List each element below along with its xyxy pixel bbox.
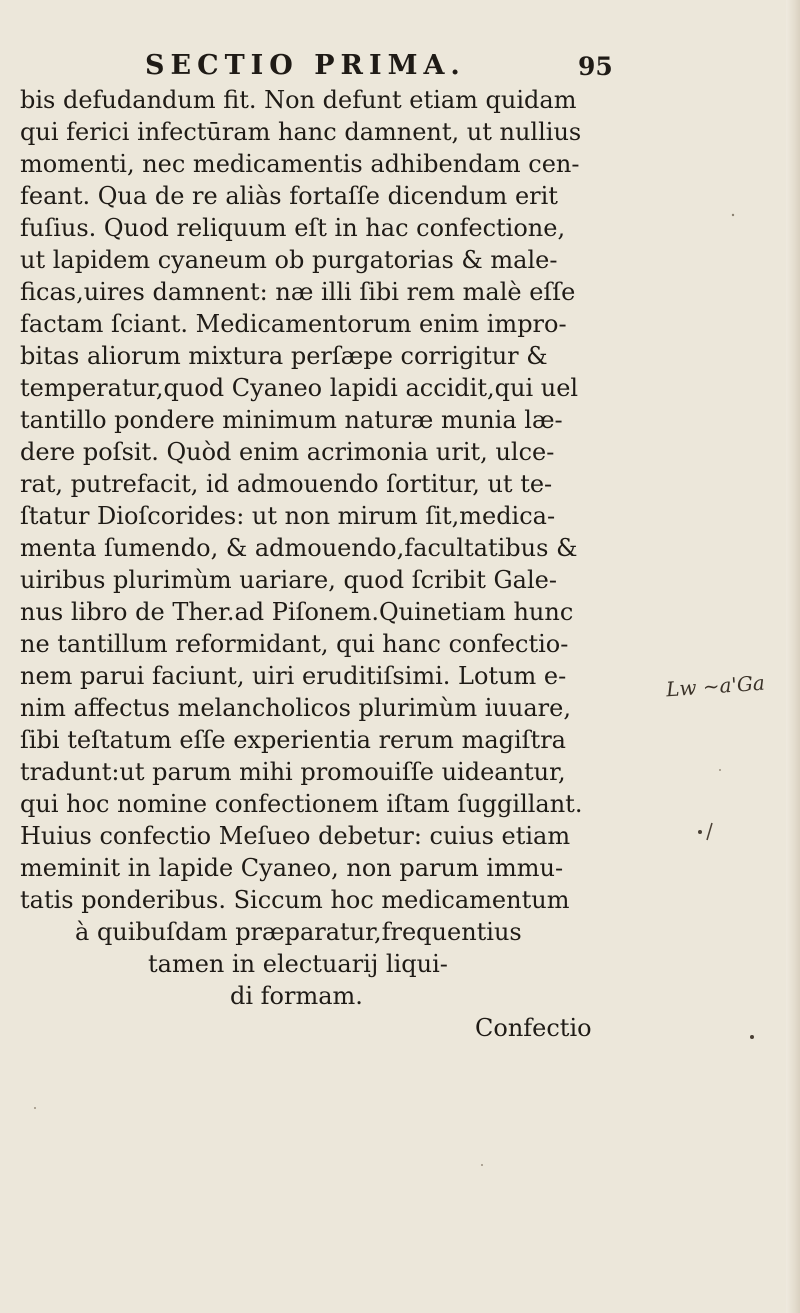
text-line: ficas,uires damnent: næ illi ſibi rem malè eſſe [20, 278, 576, 306]
text-line: tantillo pondere minimum naturæ munia læ- [20, 406, 563, 434]
text-line: nim affectus melancholicos plurimùm iuuare, [20, 694, 571, 722]
text-line: ſtatur Dioſcorides: ut non mirum ſit,medica- [20, 502, 556, 530]
page-number: 95 [578, 52, 613, 81]
text-line: bitas aliorum mixtura perſæpe corrigitur & [20, 342, 548, 370]
running-head: SECTIO PRIMA. [145, 50, 466, 81]
text-line: meminit in lapide Cyaneo, non parum immu- [20, 854, 564, 882]
text-line: qui ferici infectūram hanc damnent, ut nullius [20, 118, 582, 146]
text-line: à quibuſdam præparatur,frequentius [75, 918, 522, 946]
text-line: ſibi teſtatum eſſe experientia rerum magiſtra [20, 726, 566, 754]
handwritten-margin-note: Lw ~a'Ga [665, 670, 766, 702]
text-line: bis defudandum fit. Non defunt etiam quidam [20, 86, 577, 114]
text-line: nus libro de Ther.ad Piſonem.Quinetiam hunc [20, 598, 574, 626]
text-line: qui hoc nomine confectionem iſtam ſuggillant. [20, 790, 583, 818]
text-line: momenti, nec medicamentis adhibendam cen- [20, 150, 580, 178]
text-line: fuſius. Quod reliquum eſt in hac confectione, [20, 214, 566, 242]
text-line: feant. Qua de re aliàs fortaſſe dicendum erit [20, 182, 558, 210]
catchword: Confectio [475, 1014, 592, 1042]
text-line: rat, putrefacit, id admouendo ſortitur, ut te- [20, 470, 553, 498]
text-line: tradunt:ut parum mihi promouiſſe uideantur, [20, 758, 566, 786]
text-line: di formam. [230, 982, 363, 1010]
text-line: tatis ponderibus. Siccum hoc medicamentum [20, 886, 570, 914]
text-line: factam ſciant. Medicamentorum enim impro- [20, 310, 567, 338]
text-line: ut lapidem cyaneum ob purgatorias & male- [20, 246, 558, 274]
text-line: nem parui faciunt, uiri eruditiſsimi. Lotum e- [20, 662, 567, 690]
text-line: temperatur,quod Cyaneo lapidi accidit,qui uel [20, 374, 579, 402]
text-line: uiribus plurimùm uariare, quod ſcribit Gale- [20, 566, 557, 594]
text-line: dere poſsit. Quòd enim acrimonia urit, ulce- [20, 438, 555, 466]
text-line: Huius confectio Meſueo debetur: cuius etiam [20, 822, 571, 850]
text-line: tamen in electuarij liqui- [148, 950, 448, 978]
text-line: menta ſumendo, & admouendo,facultatibus & [20, 534, 578, 562]
text-line: ne tantillum reformidant, qui hanc confectio- [20, 630, 569, 658]
